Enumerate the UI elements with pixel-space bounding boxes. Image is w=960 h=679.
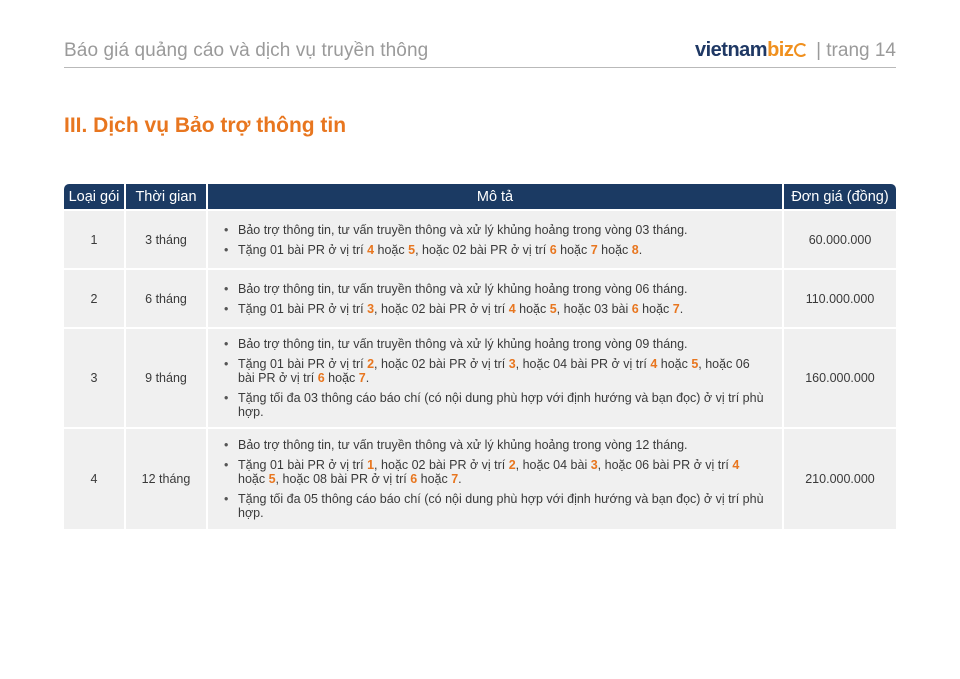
text-fragment: . <box>458 472 462 486</box>
text-fragment: , hoặc 06 bài PR ở vị trí <box>597 458 733 472</box>
position-highlight: 5 <box>268 472 276 486</box>
position-highlight: 5 <box>549 301 557 316</box>
text-fragment: , hoặc 04 bài <box>515 458 591 472</box>
description-list <box>224 432 768 526</box>
text-fragment: , hoặc 08 bài PR ở vị trí <box>275 472 411 486</box>
table-row <box>64 270 896 327</box>
package-duration: 6 tháng <box>126 270 206 327</box>
package-description <box>208 429 782 529</box>
text-fragment: Tặng tối đa 05 thông cáo báo chí (có nội dung phù hợp với định hướng và bạn đọc) ở vị trí phù hợp. <box>238 492 764 520</box>
table-row <box>64 429 896 529</box>
text-fragment: . <box>679 301 684 316</box>
list-item <box>224 391 768 419</box>
table-body <box>64 211 896 529</box>
position-highlight: 3 <box>367 301 375 316</box>
package-id: 3 <box>64 329 124 427</box>
column-header-description: Mô tả <box>208 184 782 209</box>
position-highlight: 2 <box>367 357 375 371</box>
table-header-row <box>64 184 896 209</box>
text-fragment: hoặc <box>515 301 550 316</box>
position-highlight: 4 <box>367 242 375 257</box>
text-fragment: . <box>638 242 643 257</box>
text-fragment: hoặc <box>324 371 359 385</box>
text-fragment: Tặng 01 bài PR ở vị trí <box>238 357 368 371</box>
package-price: 160.000.000 <box>784 329 896 427</box>
position-highlight: 3 <box>590 458 598 472</box>
position-highlight: 6 <box>549 242 557 257</box>
text-fragment: , hoặc 02 bài PR ở vị trí <box>374 458 509 472</box>
list-item <box>224 243 768 257</box>
column-header-price: Đơn giá (đồng) <box>784 184 896 209</box>
package-duration: 3 tháng <box>126 211 206 268</box>
text-fragment: Tặng 01 bài PR ở vị trí <box>238 242 368 257</box>
table-row <box>64 211 896 268</box>
document-title: Báo giá quảng cáo và dịch vụ truyền thông <box>64 40 429 61</box>
position-highlight: 6 <box>631 301 639 316</box>
package-description <box>208 329 782 427</box>
list-item <box>224 492 768 520</box>
package-id: 1 <box>64 211 124 268</box>
logo-text-vietnam: vietnam <box>695 38 768 61</box>
text-fragment: hoặc <box>374 242 409 257</box>
package-id: 4 <box>64 429 124 529</box>
section-title: III. Dịch vụ Bảo trợ thông tin <box>64 114 347 137</box>
position-highlight: 4 <box>508 301 516 316</box>
list-item <box>224 357 768 385</box>
list-item <box>224 282 768 296</box>
text-fragment: . <box>365 371 370 385</box>
package-price: 110.000.000 <box>784 270 896 327</box>
package-id: 2 <box>64 270 124 327</box>
position-highlight: 5 <box>408 242 416 257</box>
package-price: 210.000.000 <box>784 429 896 529</box>
text-fragment: , hoặc 06 bài PR ở vị trí <box>238 357 750 385</box>
text-fragment: hoặc <box>657 357 692 371</box>
text-fragment: hoặc <box>597 242 632 257</box>
page-number: | trang 14 <box>816 40 896 61</box>
text-fragment: , hoặc 04 bài PR ở vị trí <box>515 357 651 371</box>
description-list <box>224 276 768 322</box>
package-duration: 9 tháng <box>126 329 206 427</box>
position-highlight: 7 <box>590 242 598 257</box>
text-fragment: , hoặc 02 bài PR ở vị trí <box>374 357 509 371</box>
text-fragment: hoặc <box>417 472 452 486</box>
text-fragment: Bảo trợ thông tin, tư vấn truyền thông và xử lý khủng hoảng trong vòng 03 tháng. <box>238 222 688 237</box>
position-highlight: 7 <box>358 371 366 385</box>
column-header-package: Loại gói <box>64 184 124 209</box>
logo-text-biz: biz <box>767 38 794 61</box>
vietnambiz-logo <box>695 38 808 62</box>
package-duration: 12 tháng <box>126 429 206 529</box>
table-row <box>64 329 896 427</box>
list-item <box>224 302 768 316</box>
text-fragment: hoặc <box>238 472 269 486</box>
list-item <box>224 438 768 452</box>
position-highlight: 7 <box>451 472 459 486</box>
package-description <box>208 211 782 268</box>
column-header-duration: Thời gian <box>126 184 206 209</box>
position-highlight: 6 <box>317 371 325 385</box>
description-list <box>224 331 768 425</box>
text-fragment: Tặng tối đa 03 thông cáo báo chí (có nội dung phù hợp với định hướng và bạn đọc) ở vị trí phù hợp. <box>238 391 764 419</box>
text-fragment: Bảo trợ thông tin, tư vấn truyền thông và xử lý khủng hoảng trong vòng 12 tháng. <box>238 438 688 452</box>
position-highlight: 2 <box>508 458 516 472</box>
position-highlight: 1 <box>367 458 375 472</box>
text-fragment: , hoặc 03 bài <box>556 301 632 316</box>
page-header <box>64 36 896 68</box>
logo-ring-icon <box>794 43 808 57</box>
description-list <box>224 217 768 263</box>
position-highlight: 4 <box>732 458 740 472</box>
text-fragment: Tặng 01 bài PR ở vị trí <box>238 301 368 316</box>
text-fragment: Bảo trợ thông tin, tư vấn truyền thông và xử lý khủng hoảng trong vòng 06 tháng. <box>238 281 688 296</box>
position-highlight: 5 <box>691 357 699 371</box>
pricing-table <box>64 184 896 531</box>
text-fragment: Tặng 01 bài PR ở vị trí <box>238 458 368 472</box>
text-fragment: , hoặc 02 bài PR ở vị trí <box>374 301 509 316</box>
position-highlight: 8 <box>631 242 639 257</box>
package-price: 60.000.000 <box>784 211 896 268</box>
list-item <box>224 337 768 351</box>
list-item <box>224 223 768 237</box>
position-highlight: 3 <box>508 357 516 371</box>
text-fragment: , hoặc 02 bài PR ở vị trí <box>415 242 550 257</box>
position-highlight: 7 <box>672 301 680 316</box>
position-highlight: 4 <box>650 357 658 371</box>
text-fragment: Bảo trợ thông tin, tư vấn truyền thông và xử lý khủng hoảng trong vòng 09 tháng. <box>238 337 688 351</box>
text-fragment: hoặc <box>556 242 591 257</box>
text-fragment: hoặc <box>638 301 673 316</box>
package-description <box>208 270 782 327</box>
position-highlight: 6 <box>410 472 418 486</box>
list-item <box>224 458 768 486</box>
